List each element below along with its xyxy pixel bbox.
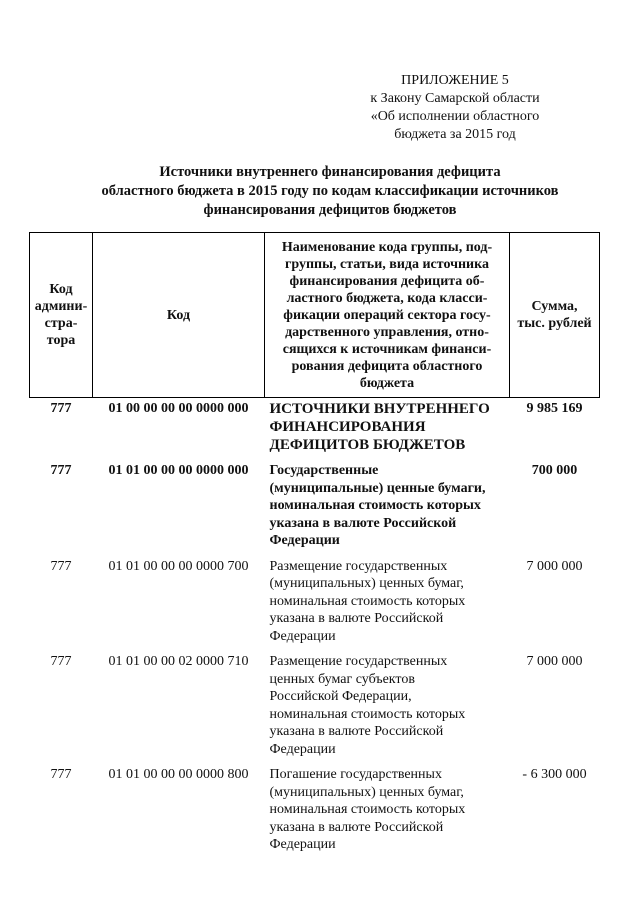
header-sum: Сумма, тыс. рублей	[510, 233, 600, 398]
table-row	[30, 653, 600, 766]
document-title	[60, 163, 600, 220]
title-line-1: Источники внутреннего финансирования дефицита	[159, 164, 501, 180]
appendix-line-3: «Об исполнении областного	[370, 109, 540, 124]
header-code: Код	[93, 233, 265, 398]
table-row	[30, 558, 600, 654]
header-admin-code: Код админи- стра- тора	[30, 233, 93, 398]
cell-admin-code: 777	[50, 654, 72, 669]
appendix-block	[340, 72, 570, 144]
appendix-line-1: ПРИЛОЖЕНИЕ 5	[401, 73, 509, 88]
table-row	[30, 766, 600, 862]
cell-code: 01 01 00 00 00 0000 800	[108, 767, 249, 782]
title-line-2: областного бюджета в 2015 году по кодам классификации источников	[101, 183, 559, 199]
cell-name: Размещение государственных ценных бумаг субъектов Российской Федерации, номинальная стоимость которых указана в валюте Российской Федерации	[269, 654, 466, 757]
cell-name: Размещение государственных (муниципальных) ценных бумаг, номинальная стоимость которых указана в валюте Российской Федерации	[269, 558, 466, 644]
cell-name: Погашение государственных (муниципальных) ценных бумаг, номинальная стоимость которых указана в валюте Российской Федерации	[269, 767, 466, 852]
sources-table	[29, 232, 600, 862]
cell-admin-code: 777	[50, 401, 72, 416]
appendix-line-4: бюджета за 2015 год	[394, 127, 516, 142]
cell-admin-code: 777	[50, 558, 72, 574]
cell-admin-code: 777	[50, 767, 72, 782]
appendix-line-2: к Закону Самарской области	[370, 91, 540, 106]
table-row	[30, 462, 600, 558]
cell-sum: 7 000 000	[526, 654, 583, 669]
cell-sum: 9 985 169	[526, 401, 583, 416]
cell-name: Государственные (муниципальные) ценные бумаги, номинальная стоимость которых указана в валюте Российской Федерации	[269, 463, 486, 548]
cell-sum: 7 000 000	[526, 558, 583, 574]
cell-code: 01 00 00 00 00 0000 000	[108, 401, 249, 416]
table-header-row	[30, 233, 600, 398]
cell-sum: - 6 300 000	[522, 767, 587, 782]
cell-code: 01 01 00 00 00 0000 000	[108, 463, 249, 478]
header-name: Наименование кода группы, под- группы, статьи, вида источника финансирования дефицита об- ластного бюджета, кода класси- фикации операций сектора госу- дарственного управления, отно- сящихся к источникам финанси- рования дефицита областного бюджета	[265, 233, 510, 398]
cell-admin-code: 777	[50, 463, 72, 478]
title-line-3: финансирования дефицитов бюджетов	[203, 202, 457, 218]
cell-code: 01 01 00 00 02 0000 710	[108, 654, 249, 669]
table-row	[30, 398, 600, 463]
cell-name: ИСТОЧНИКИ ВНУТРЕННЕГО ФИНАНСИРОВАНИЯ ДЕФИЦИТОВ БЮДЖЕТОВ	[269, 401, 490, 453]
cell-sum: 700 000	[531, 463, 578, 478]
cell-code: 01 01 00 00 00 0000 700	[108, 558, 249, 574]
